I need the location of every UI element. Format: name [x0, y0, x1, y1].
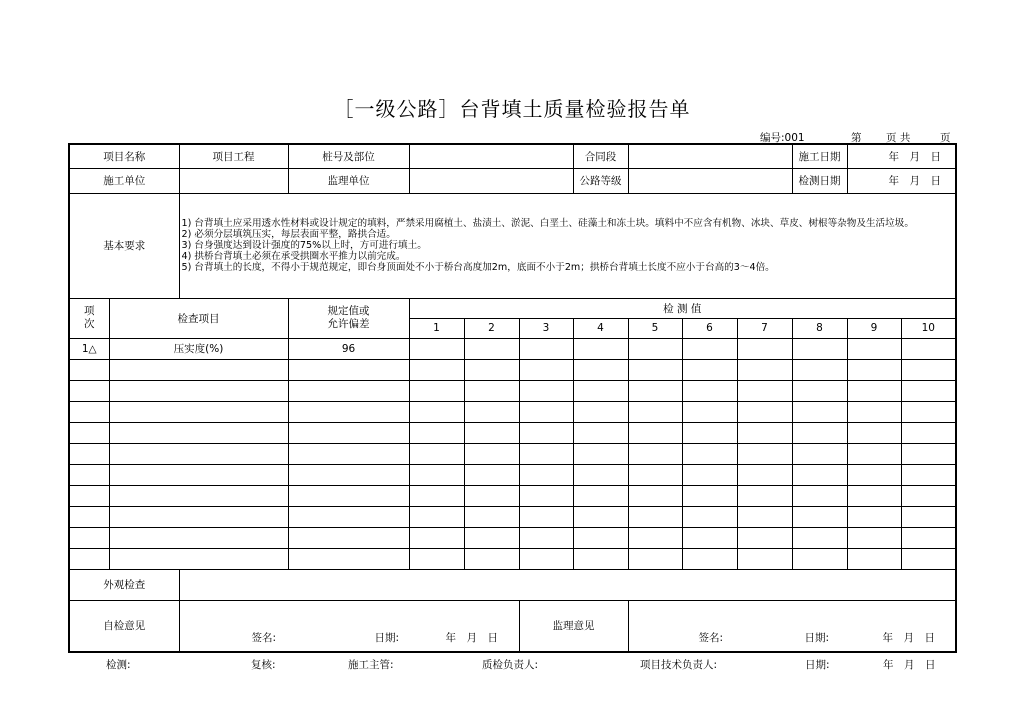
measured-cell[interactable] [573, 359, 628, 380]
appearance-label: 外观检查 [69, 569, 179, 600]
measured-cell[interactable] [901, 443, 956, 464]
measured-cell[interactable] [737, 359, 792, 380]
col-check-item: 检查项目 [109, 298, 288, 338]
table-row [69, 527, 956, 548]
spec-cell[interactable] [288, 380, 409, 401]
check-item-cell[interactable] [109, 359, 288, 380]
measured-cell[interactable] [737, 338, 792, 359]
measured-cell[interactable] [737, 506, 792, 527]
measured-cell[interactable] [409, 548, 464, 569]
spec-cell[interactable] [288, 548, 409, 569]
measured-cell[interactable] [628, 380, 682, 401]
measured-cell[interactable] [792, 485, 847, 506]
table-row [69, 422, 956, 443]
table-row [69, 359, 956, 380]
measured-cell[interactable] [901, 464, 956, 485]
measure-col-8: 8 [792, 318, 847, 338]
measured-cell[interactable] [409, 485, 464, 506]
row-units [69, 168, 956, 193]
item-no-cell[interactable] [69, 506, 109, 527]
spec-cell[interactable] [288, 464, 409, 485]
measured-cell[interactable] [519, 380, 573, 401]
measure-col-3: 3 [519, 318, 573, 338]
measured-cell[interactable] [847, 443, 901, 464]
page-label-3: 页 [940, 132, 951, 144]
measured-cell[interactable] [573, 464, 628, 485]
project-name-value: 项目工程 [179, 144, 288, 168]
measured-cell[interactable] [792, 359, 847, 380]
measured-cell[interactable] [847, 506, 901, 527]
measured-cell[interactable] [464, 359, 519, 380]
check-item-cell[interactable] [109, 422, 288, 443]
station-value[interactable] [409, 144, 573, 168]
measured-cell[interactable] [464, 401, 519, 422]
measured-cell[interactable] [464, 464, 519, 485]
measured-cell[interactable] [682, 506, 737, 527]
measured-cell[interactable] [519, 422, 573, 443]
measured-cell[interactable] [737, 464, 792, 485]
measured-cell[interactable] [519, 464, 573, 485]
row-project-info [69, 144, 956, 168]
measured-cell[interactable] [464, 548, 519, 569]
measured-cell[interactable] [847, 527, 901, 548]
measured-cell[interactable] [792, 464, 847, 485]
page-label-1: 第 [851, 132, 862, 144]
measured-cell[interactable] [682, 485, 737, 506]
table-row [69, 401, 956, 422]
measured-cell[interactable] [519, 443, 573, 464]
table-row [69, 485, 956, 506]
measured-cell[interactable] [847, 359, 901, 380]
measured-cell[interactable] [847, 338, 901, 359]
measured-cell[interactable] [573, 485, 628, 506]
measured-cell[interactable] [519, 338, 573, 359]
report-title: ［一级公路］台背填土质量检验报告单 [333, 97, 691, 121]
spec-cell[interactable] [288, 506, 409, 527]
measured-cell[interactable] [464, 527, 519, 548]
measure-col-7: 7 [737, 318, 792, 338]
row-basic-requirements [69, 193, 956, 298]
requirement-3: 3) 台身强度达到设计强度的75%以上时，方可进行填土。 [181, 240, 427, 251]
measured-cell[interactable] [628, 359, 682, 380]
construction-date-value[interactable]: 年 月 日 [847, 144, 956, 168]
measured-cell[interactable] [409, 506, 464, 527]
self-check-area[interactable] [179, 600, 519, 652]
measured-cell[interactable] [901, 401, 956, 422]
self-check-label: 自检意见 [69, 600, 179, 652]
measure-header-row-1 [69, 298, 956, 318]
inspection-date-value[interactable]: 年 月 日 [847, 168, 956, 193]
measured-cell[interactable] [792, 443, 847, 464]
measured-cell[interactable] [847, 464, 901, 485]
measured-cell[interactable] [792, 338, 847, 359]
item-no-cell[interactable] [69, 359, 109, 380]
spec-value: 96 [288, 338, 409, 359]
check-item-cell[interactable] [109, 401, 288, 422]
measured-cell[interactable] [901, 422, 956, 443]
measured-cell[interactable] [682, 338, 737, 359]
measured-cell[interactable] [737, 548, 792, 569]
measured-cell[interactable] [901, 506, 956, 527]
spec-cell[interactable] [288, 527, 409, 548]
measured-cell[interactable] [628, 527, 682, 548]
self-check-ymd: 年 月 日 [445, 632, 498, 644]
table-row [69, 338, 956, 359]
measured-cell[interactable] [792, 548, 847, 569]
check-item-cell[interactable] [109, 527, 288, 548]
table-row [69, 464, 956, 485]
measured-cell[interactable] [628, 485, 682, 506]
measured-cell[interactable] [792, 506, 847, 527]
contract-label: 合同段 [573, 144, 628, 168]
measured-cell[interactable] [682, 401, 737, 422]
item-no-cell[interactable] [69, 380, 109, 401]
code-value: 001 [784, 132, 805, 144]
measured-cell[interactable] [792, 380, 847, 401]
contract-value[interactable] [628, 144, 792, 168]
measured-cell[interactable] [464, 506, 519, 527]
measured-cell[interactable] [682, 527, 737, 548]
project-name-label: 项目名称 [69, 144, 179, 168]
measured-cell[interactable] [628, 401, 682, 422]
measured-cell[interactable] [901, 380, 956, 401]
measured-cell[interactable] [409, 527, 464, 548]
measure-col-9: 9 [847, 318, 901, 338]
requirement-2: 2) 必须分层填筑压实，每层表面平整，路拱合适。 [181, 229, 396, 240]
item-no-cell[interactable] [69, 548, 109, 569]
measured-cell[interactable] [737, 527, 792, 548]
measured-cell[interactable] [519, 548, 573, 569]
road-grade-value[interactable] [628, 168, 792, 193]
measured-cell[interactable] [573, 422, 628, 443]
requirement-1: 1) 台背填土应采用透水性材料或设计规定的填料，严禁采用腐植土、盐渍土、淤泥、白垩土、硅藻土和冻土块。填料中不应含有机物、冰块、草皮、树根等杂物及生活垃圾。 [181, 218, 914, 229]
col-measured-values: 检 测 值 [409, 298, 956, 318]
requirement-5: 5) 台背填土的长度，不得小于规范规定，即台身顶面处不小于桥台高度加2m，底面不小于2m；拱桥台背填土长度不应小于台高的3～4倍。 [181, 262, 775, 273]
measured-cell[interactable] [573, 506, 628, 527]
measured-cell[interactable] [682, 380, 737, 401]
measured-cell[interactable] [847, 548, 901, 569]
footer-reviewer: 复核: [251, 659, 276, 671]
basic-requirements-text [179, 193, 956, 298]
self-check-sign-label: 签名: [251, 632, 277, 644]
spec-cell[interactable] [288, 401, 409, 422]
measured-cell[interactable] [573, 380, 628, 401]
measured-cell[interactable] [792, 422, 847, 443]
measured-cell[interactable] [901, 527, 956, 548]
table-row [69, 506, 956, 527]
check-item: 压实度(%) [109, 338, 288, 359]
check-item-cell[interactable] [109, 380, 288, 401]
footer-tech-manager: 项目技术负责人: [640, 659, 718, 671]
item-no-cell[interactable] [69, 464, 109, 485]
row-opinions [69, 600, 956, 652]
measured-cell[interactable] [792, 401, 847, 422]
measured-cell[interactable] [519, 359, 573, 380]
measured-cell[interactable] [792, 527, 847, 548]
page-label-2: 页 共 [886, 132, 911, 144]
report-table [68, 143, 957, 653]
item-no-cell[interactable] [69, 401, 109, 422]
measured-cell[interactable] [847, 401, 901, 422]
measured-cell[interactable] [682, 443, 737, 464]
measured-cell[interactable] [682, 548, 737, 569]
footer-inspector: 检测: [106, 659, 131, 671]
appearance-value[interactable] [179, 569, 956, 600]
measure-col-5: 5 [628, 318, 682, 338]
check-item-cell[interactable] [109, 485, 288, 506]
measured-cell[interactable] [573, 443, 628, 464]
measured-cell[interactable] [409, 401, 464, 422]
station-label: 桩号及部位 [288, 144, 409, 168]
measured-cell[interactable] [628, 338, 682, 359]
check-item-cell[interactable] [109, 443, 288, 464]
measured-cell[interactable] [901, 548, 956, 569]
measured-cell[interactable] [628, 422, 682, 443]
supervision-ymd: 年 月 日 [882, 632, 935, 644]
measured-cell[interactable] [737, 485, 792, 506]
item-no: 1△ [69, 338, 109, 359]
measured-cell[interactable] [409, 443, 464, 464]
construction-unit-value[interactable] [179, 168, 288, 193]
spec-cell[interactable] [288, 485, 409, 506]
spec-cell[interactable] [288, 359, 409, 380]
measured-cell[interactable] [409, 422, 464, 443]
supervision-opinion-area[interactable] [628, 600, 956, 652]
basic-requirements-label: 基本要求 [69, 193, 179, 298]
measured-cell[interactable] [409, 359, 464, 380]
measured-cell[interactable] [737, 401, 792, 422]
table-row [69, 380, 956, 401]
item-no-cell[interactable] [69, 527, 109, 548]
measured-cell[interactable] [519, 506, 573, 527]
measured-cell[interactable] [573, 338, 628, 359]
measured-cell[interactable] [682, 464, 737, 485]
measured-cell[interactable] [573, 548, 628, 569]
item-no-cell[interactable] [69, 485, 109, 506]
measure-col-6: 6 [682, 318, 737, 338]
measured-cell[interactable] [409, 380, 464, 401]
measured-cell[interactable] [573, 527, 628, 548]
footer-ymd: 年 月 日 [883, 659, 936, 671]
requirement-4: 4) 拱桥台背填土必须在承受拱圈水平推力以前完成。 [181, 251, 406, 262]
measured-cell[interactable] [464, 338, 519, 359]
measured-cell[interactable] [847, 422, 901, 443]
measured-cell[interactable] [847, 380, 901, 401]
measure-col-1: 1 [409, 318, 464, 338]
measure-col-2: 2 [464, 318, 519, 338]
footer-qc-manager: 质检负责人: [482, 659, 539, 671]
measured-cell[interactable] [628, 464, 682, 485]
table-row [69, 443, 956, 464]
supervision-unit-value[interactable] [409, 168, 573, 193]
col-spec: 规定值或 允许偏差 [288, 298, 409, 338]
item-no-cell[interactable] [69, 422, 109, 443]
supervision-unit-label: 监理单位 [288, 168, 409, 193]
construction-date-label: 施工日期 [792, 144, 847, 168]
measure-col-10: 10 [901, 318, 956, 338]
table-row [69, 548, 956, 569]
row-appearance [69, 569, 956, 600]
measured-cell[interactable] [464, 422, 519, 443]
code-label: 编号:001 [760, 132, 805, 144]
col-item-no: 项 次 [69, 298, 109, 338]
item-no-cell[interactable] [69, 443, 109, 464]
measured-cell[interactable] [737, 422, 792, 443]
measured-cell[interactable] [628, 548, 682, 569]
spec-cell[interactable] [288, 422, 409, 443]
measured-cell[interactable] [901, 359, 956, 380]
measured-cell[interactable] [464, 380, 519, 401]
footer-construction-manager: 施工主管: [348, 659, 394, 671]
road-grade-label: 公路等级 [573, 168, 628, 193]
construction-unit-label: 施工单位 [69, 168, 179, 193]
measured-cell[interactable] [901, 485, 956, 506]
measured-cell[interactable] [409, 338, 464, 359]
measured-cell[interactable] [682, 359, 737, 380]
supervision-opinion-label: 监理意见 [519, 600, 628, 652]
footer-date-label: 日期: [805, 659, 830, 671]
measured-cell[interactable] [409, 464, 464, 485]
measure-col-4: 4 [573, 318, 628, 338]
measured-cell[interactable] [901, 338, 956, 359]
measured-cell[interactable] [519, 485, 573, 506]
measured-cell[interactable] [519, 401, 573, 422]
measured-cell[interactable] [464, 485, 519, 506]
supervision-sign-label: 签名: [698, 632, 724, 644]
measured-cell[interactable] [519, 527, 573, 548]
measured-cell[interactable] [847, 485, 901, 506]
measured-cell[interactable] [573, 401, 628, 422]
self-check-date-label: 日期: [374, 632, 400, 644]
inspection-date-label: 检测日期 [792, 168, 847, 193]
measured-cell[interactable] [737, 380, 792, 401]
check-item-cell[interactable] [109, 464, 288, 485]
spec-cell[interactable] [288, 443, 409, 464]
measured-cell[interactable] [682, 422, 737, 443]
measured-cell[interactable] [628, 443, 682, 464]
measured-cell[interactable] [628, 506, 682, 527]
measured-cell[interactable] [737, 443, 792, 464]
check-item-cell[interactable] [109, 506, 288, 527]
supervision-date-label: 日期: [804, 632, 830, 644]
measured-cell[interactable] [464, 443, 519, 464]
check-item-cell[interactable] [109, 548, 288, 569]
